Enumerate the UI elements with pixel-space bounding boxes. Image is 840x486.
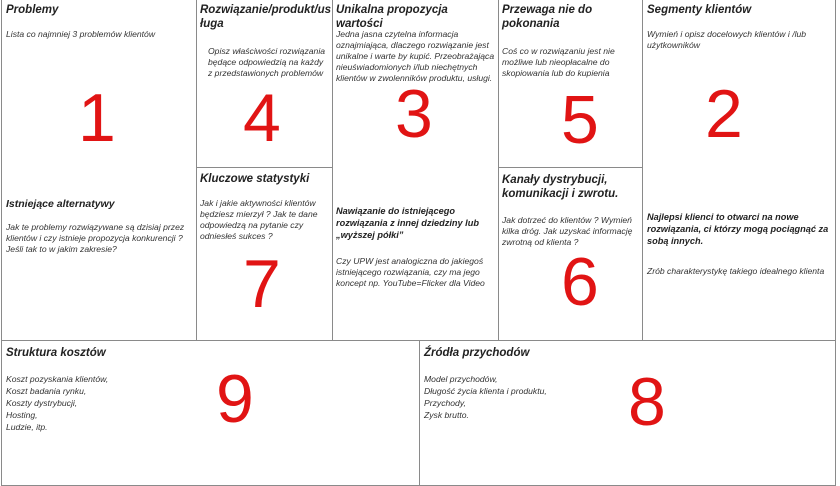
channels-title: Kanały dystrybucji, komunikacji i zwrotu. bbox=[502, 174, 619, 200]
solution-title: Rozwiązanie/produkt/us ługa bbox=[200, 4, 331, 30]
cell-channels bbox=[498, 167, 643, 341]
problems-title: Problemy bbox=[6, 4, 59, 16]
alternatives-desc: Jak te problemy rozwiązywane są dzisiaj przez klientów i czy istnieje propozycja konkurencji ? Jeśli tak to w jakim zakresie? bbox=[6, 222, 185, 254]
metrics-title: Kluczowe statystyki bbox=[200, 173, 310, 185]
early-adopters-desc: Zrób charakterystykę takiego idealnego klienta bbox=[647, 266, 825, 276]
revenue-line: Model przychodów, bbox=[424, 374, 498, 384]
channels-number: 6 bbox=[561, 244, 599, 320]
cell-metrics bbox=[196, 167, 333, 341]
uvp-title: Unikalna propozycja wartości bbox=[336, 4, 448, 30]
channels-desc: Jak dotrzeć do klientów ? Wymień kilka dróg. Jak uzyskać informację zwrotną od klienta ? bbox=[502, 215, 633, 247]
cell-segments bbox=[642, 0, 836, 341]
solution-number: 4 bbox=[243, 80, 281, 156]
cell-advantage bbox=[498, 0, 643, 168]
advantage-title: Przewaga nie do pokonania bbox=[502, 4, 593, 30]
problems-number: 1 bbox=[78, 80, 116, 156]
revenue-line: Długość życia klienta i produktu, bbox=[424, 386, 547, 396]
revenue-line: Zysk brutto. bbox=[424, 410, 469, 420]
uvp-reference-title: Nawiązanie do istniejącego rozwiązania z innej dziedziny lub „wyższej półki” bbox=[336, 206, 479, 240]
cell-revenue bbox=[419, 340, 836, 486]
alternatives-title: Istniejące alternatywy bbox=[6, 198, 115, 210]
metrics-desc: Jak i jakie aktywności klientów będziesz mierzył ? Jak te dane odpowiedzą na pytanie czy odniesłeś sukces ? bbox=[200, 198, 318, 241]
cell-costs bbox=[1, 340, 420, 486]
advantage-number: 5 bbox=[561, 82, 599, 158]
costs-line: Hosting, bbox=[6, 410, 38, 420]
costs-title: Struktura kosztów bbox=[6, 347, 106, 359]
early-adopters-title: Najlepsi klienci to otwarci na nowe rozwiązania, ci którzy mogą pociągnąć za sobą innych. bbox=[647, 212, 829, 246]
advantage-desc: Coś co w rozwiązaniu jest nie możliwe lub nieopłacalne do skopiowania lub do kupienia bbox=[502, 46, 615, 78]
costs-line: Ludzie, itp. bbox=[6, 422, 48, 432]
uvp-number: 3 bbox=[395, 76, 433, 152]
costs-line: Koszt pozyskania klientów, bbox=[6, 374, 109, 384]
costs-number: 9 bbox=[216, 361, 254, 437]
metrics-number: 7 bbox=[243, 246, 281, 322]
revenue-title: Źródła przychodów bbox=[424, 347, 530, 359]
solution-desc: Opisz właściwości rozwiązania będące odpowiedzią na każdy z przedstawionych problemów bbox=[208, 46, 326, 78]
cell-uvp bbox=[332, 0, 499, 341]
problems-desc: Lista co najmniej 3 problemów klientów bbox=[6, 29, 156, 39]
uvp-desc: Jedna jasna czytelna informacja oznajmiająca, dlaczego rozwiązanie jest unikalne i warte by kupić. Przeobrażająca nieuświadomionych i/lub niechętnych klientów w zwolenników produktu, usługi. bbox=[336, 29, 495, 83]
uvp-reference-desc: Czy UPW jest analogiczna do jakiegoś istniejącego rozwiązania, czy ma jego koncept np. YouTube=Flicker dla Video bbox=[336, 256, 485, 288]
cell-problems bbox=[1, 0, 197, 341]
revenue-line: Przychody, bbox=[424, 398, 466, 408]
costs-line: Koszty dystrybucji, bbox=[6, 398, 78, 408]
segments-number: 2 bbox=[705, 76, 743, 152]
costs-line: Koszt badania rynku, bbox=[6, 386, 87, 396]
segments-desc: Wymień i opisz docelowych klientów i /lub użytkowników bbox=[647, 29, 807, 50]
segments-title: Segmenty klientów bbox=[647, 4, 752, 16]
cell-solution bbox=[196, 0, 333, 168]
revenue-number: 8 bbox=[628, 364, 666, 440]
